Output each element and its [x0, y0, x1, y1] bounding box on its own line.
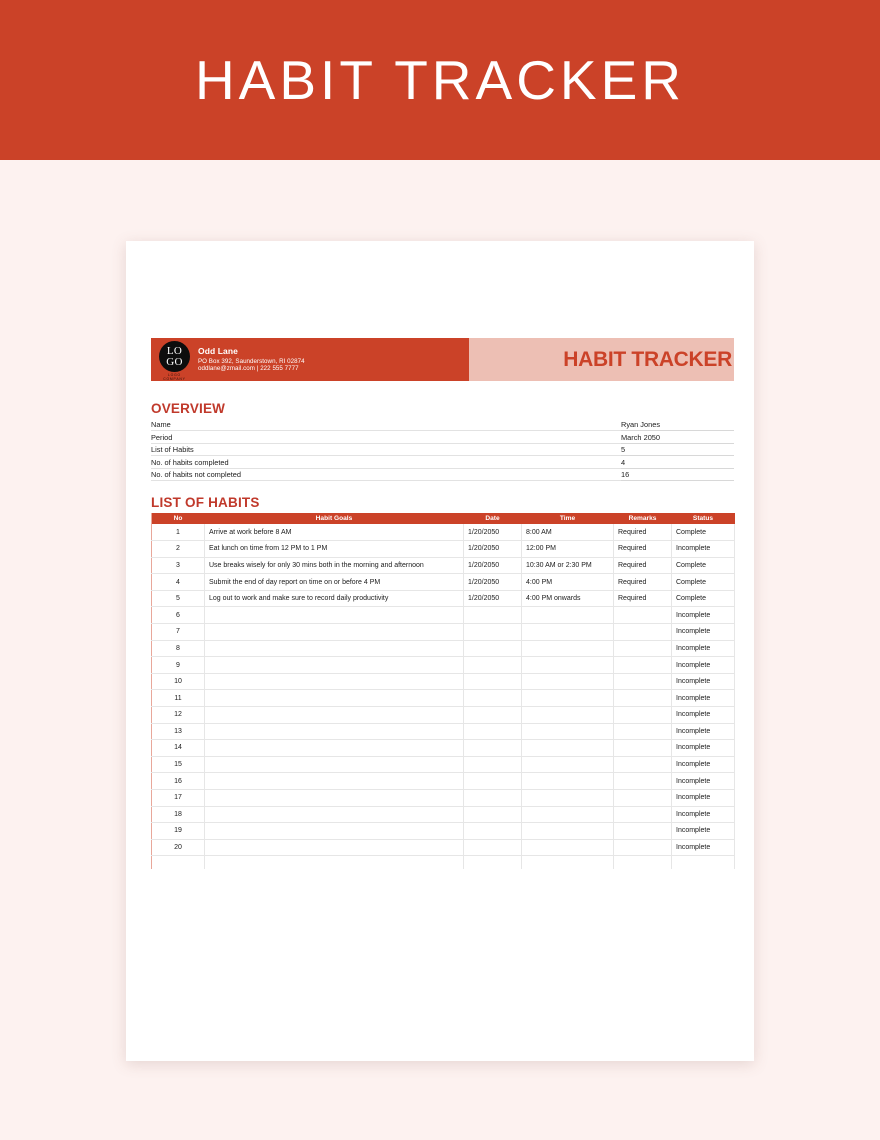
cell-remarks[interactable]	[614, 690, 672, 707]
cell-goal[interactable]: Submit the end of day report on time on or before 4 PM	[205, 574, 464, 591]
cell-date[interactable]	[464, 723, 522, 740]
cell-remarks[interactable]	[614, 856, 672, 869]
overview-tail	[676, 469, 734, 481]
cell-no[interactable]: 9	[152, 657, 205, 674]
table-row	[152, 624, 735, 641]
cell-goal[interactable]	[205, 740, 464, 757]
cell-date[interactable]	[464, 806, 522, 823]
cell-remarks[interactable]	[614, 756, 672, 773]
cell-no[interactable]: 14	[152, 740, 205, 757]
overview-label: List of Habits	[151, 445, 471, 456]
table-row	[152, 590, 735, 607]
cell-no[interactable]: 18	[152, 806, 205, 823]
document-title: HABIT TRACKER	[563, 347, 732, 371]
cell-status[interactable]: Complete	[672, 590, 735, 607]
cell-no[interactable]: 8	[152, 640, 205, 657]
overview-label: Name	[151, 420, 471, 431]
cell-goal[interactable]	[205, 624, 464, 641]
cell-date[interactable]	[464, 690, 522, 707]
cell-goal[interactable]	[205, 673, 464, 690]
cell-remarks[interactable]: Required	[614, 590, 672, 607]
cell-status[interactable]: Complete	[672, 524, 735, 541]
cell-time[interactable]	[522, 856, 614, 869]
cell-no[interactable]: 13	[152, 723, 205, 740]
company-logo	[158, 340, 191, 379]
cell-no[interactable]: 12	[152, 706, 205, 723]
cell-remarks[interactable]: Required	[614, 557, 672, 574]
cell-status[interactable]: Incomplete	[672, 823, 735, 840]
cell-status[interactable]: Incomplete	[672, 740, 735, 757]
cell-no[interactable]: 11	[152, 690, 205, 707]
cell-time[interactable]: 4:00 PM onwards	[522, 590, 614, 607]
cell-status[interactable]: Incomplete	[672, 789, 735, 806]
habits-table	[151, 513, 735, 869]
document-sheet	[126, 241, 754, 1061]
cell-time[interactable]: 12:00 PM	[522, 541, 614, 558]
cell-goal[interactable]	[205, 706, 464, 723]
cell-date[interactable]	[464, 740, 522, 757]
cell-time[interactable]	[522, 789, 614, 806]
logo-line-1: LO	[166, 345, 183, 358]
overview-heading: OVERVIEW	[151, 401, 226, 416]
cell-time[interactable]	[522, 706, 614, 723]
cell-remarks[interactable]	[614, 723, 672, 740]
overview-gap	[471, 431, 621, 443]
habits-section	[151, 495, 734, 869]
banner-title: HABIT TRACKER	[194, 49, 686, 111]
cell-date[interactable]: 1/20/2050	[464, 541, 522, 558]
cell-status[interactable]: Incomplete	[672, 806, 735, 823]
table-row	[152, 574, 735, 591]
overview-gap	[471, 469, 621, 481]
column-header-time: Time	[522, 513, 614, 524]
cell-time[interactable]	[522, 740, 614, 757]
letterhead-contact-block	[198, 346, 305, 374]
cell-remarks[interactable]	[614, 673, 672, 690]
cell-date[interactable]	[464, 624, 522, 641]
overview-value[interactable]: 16	[621, 470, 676, 481]
cell-goal[interactable]: Eat lunch on time from 12 PM to 1 PM	[205, 541, 464, 558]
letterhead-right-band	[469, 338, 734, 381]
cell-date[interactable]	[464, 789, 522, 806]
cell-status[interactable]: Incomplete	[672, 541, 735, 558]
table-row	[152, 673, 735, 690]
cell-no[interactable]: 4	[152, 574, 205, 591]
cell-date[interactable]: 1/20/2050	[464, 574, 522, 591]
cell-status[interactable]: Complete	[672, 574, 735, 591]
cell-date[interactable]	[464, 640, 522, 657]
cell-time[interactable]	[522, 657, 614, 674]
table-row	[152, 557, 735, 574]
cell-goal[interactable]	[205, 723, 464, 740]
cell-time[interactable]: 8:00 AM	[522, 524, 614, 541]
top-banner	[0, 0, 880, 160]
cell-time[interactable]	[522, 723, 614, 740]
logo-line-2: GO	[166, 355, 183, 368]
table-row	[152, 657, 735, 674]
cell-date[interactable]	[464, 673, 522, 690]
cell-goal[interactable]	[205, 690, 464, 707]
cell-no[interactable]: 19	[152, 823, 205, 840]
cell-date[interactable]	[464, 773, 522, 790]
overview-value[interactable]: 5	[621, 445, 676, 456]
cell-status[interactable]: Incomplete	[672, 607, 735, 624]
overview-gap	[471, 419, 621, 431]
cell-goal[interactable]	[205, 773, 464, 790]
cell-time[interactable]	[522, 673, 614, 690]
cell-goal[interactable]: Use breaks wisely for only 30 mins both in the morning and afternoon	[205, 557, 464, 574]
letterhead	[151, 338, 734, 381]
cell-time[interactable]	[522, 624, 614, 641]
cell-remarks[interactable]	[614, 607, 672, 624]
table-row	[152, 524, 735, 541]
cell-goal[interactable]	[205, 607, 464, 624]
table-row	[152, 723, 735, 740]
cell-status[interactable]: Incomplete	[672, 839, 735, 856]
overview-tail	[676, 431, 734, 443]
company-address: PO Box 392, Saunderstown, RI 02874	[198, 357, 305, 365]
cell-remarks[interactable]: Required	[614, 574, 672, 591]
cell-time[interactable]	[522, 773, 614, 790]
table-row	[152, 823, 735, 840]
column-header-remarks: Remarks	[614, 513, 672, 524]
overview-label: Period	[151, 433, 471, 444]
table-row	[152, 640, 735, 657]
habits-table-body	[152, 524, 735, 869]
cell-no[interactable]	[152, 856, 205, 869]
cell-status[interactable]: Incomplete	[672, 657, 735, 674]
cell-time[interactable]	[522, 756, 614, 773]
cell-no[interactable]: 6	[152, 607, 205, 624]
cell-no[interactable]: 10	[152, 673, 205, 690]
overview-value[interactable]: 4	[621, 458, 676, 469]
overview-tail	[676, 419, 734, 431]
cell-no[interactable]: 17	[152, 789, 205, 806]
spreadsheet-content	[151, 338, 734, 869]
cell-date[interactable]	[464, 823, 522, 840]
cell-date[interactable]	[464, 706, 522, 723]
cell-status[interactable]: Incomplete	[672, 640, 735, 657]
overview-gap	[471, 444, 621, 456]
cell-date[interactable]	[464, 657, 522, 674]
table-row-blank	[152, 856, 735, 869]
table-row	[152, 690, 735, 707]
cell-remarks[interactable]	[614, 839, 672, 856]
cell-time[interactable]	[522, 640, 614, 657]
cell-date[interactable]: 1/20/2050	[464, 557, 522, 574]
cell-no[interactable]: 7	[152, 624, 205, 641]
overview-label: No. of habits completed	[151, 458, 471, 469]
cell-status[interactable]: Incomplete	[672, 624, 735, 641]
habits-heading: LIST OF HABITS	[151, 494, 260, 510]
cell-goal[interactable]	[205, 839, 464, 856]
cell-date[interactable]	[464, 856, 522, 869]
cell-status[interactable]: Incomplete	[672, 706, 735, 723]
cell-goal[interactable]	[205, 823, 464, 840]
cell-status[interactable]: Incomplete	[672, 773, 735, 790]
table-row	[152, 773, 735, 790]
cell-goal[interactable]	[205, 806, 464, 823]
cell-status[interactable]: Incomplete	[672, 723, 735, 740]
cell-status[interactable]: Incomplete	[672, 690, 735, 707]
overview-gap	[471, 456, 621, 468]
cell-status[interactable]: Incomplete	[672, 756, 735, 773]
letterhead-left-band	[151, 338, 469, 381]
cell-status[interactable]: Complete	[672, 557, 735, 574]
cell-status[interactable]: Incomplete	[672, 673, 735, 690]
cell-no[interactable]: 5	[152, 590, 205, 607]
table-row	[152, 607, 735, 624]
cell-time[interactable]	[522, 806, 614, 823]
overview-label: No. of habits not completed	[151, 470, 471, 481]
cell-remarks[interactable]	[614, 773, 672, 790]
cell-time[interactable]	[522, 690, 614, 707]
cell-remarks[interactable]	[614, 740, 672, 757]
logo-subtitle: LOGO COMPANY	[163, 373, 186, 381]
cell-date[interactable]: 1/20/2050	[464, 590, 522, 607]
cell-goal[interactable]: Arrive at work before 8 AM	[205, 524, 464, 541]
cell-date[interactable]	[464, 607, 522, 624]
cell-remarks[interactable]	[614, 789, 672, 806]
cell-goal[interactable]	[205, 657, 464, 674]
cell-time[interactable]	[522, 607, 614, 624]
table-row	[152, 839, 735, 856]
column-header-date: Date	[464, 513, 522, 524]
overview-value[interactable]: March 2050	[621, 433, 676, 444]
cell-date[interactable]: 1/20/2050	[464, 524, 522, 541]
overview-row	[151, 456, 734, 468]
cell-remarks[interactable]	[614, 624, 672, 641]
cell-no[interactable]: 1	[152, 524, 205, 541]
table-row	[152, 740, 735, 757]
cell-no[interactable]: 20	[152, 839, 205, 856]
cell-remarks[interactable]: Required	[614, 541, 672, 558]
table-row	[152, 806, 735, 823]
overview-rows	[151, 419, 734, 481]
overview-tail	[676, 456, 734, 468]
company-name: Odd Lane	[198, 345, 238, 356]
column-header-habit-goals: Habit Goals	[205, 513, 464, 524]
column-header-no: No	[152, 513, 205, 524]
cell-date[interactable]	[464, 756, 522, 773]
cell-time[interactable]	[522, 823, 614, 840]
cell-status[interactable]	[672, 856, 735, 869]
overview-row	[151, 431, 734, 443]
cell-remarks[interactable]	[614, 640, 672, 657]
company-contact: oddlane@zmail.com | 222 555 7777	[198, 365, 299, 373]
cell-time[interactable]: 10:30 AM or 2:30 PM	[522, 557, 614, 574]
cell-remarks[interactable]: Required	[614, 524, 672, 541]
cell-goal[interactable]	[205, 856, 464, 869]
table-row	[152, 541, 735, 558]
overview-section	[151, 401, 734, 481]
cell-date[interactable]	[464, 839, 522, 856]
cell-no[interactable]: 2	[152, 541, 205, 558]
overview-row	[151, 444, 734, 456]
table-row	[152, 756, 735, 773]
cell-goal[interactable]	[205, 756, 464, 773]
overview-value[interactable]: Ryan Jones	[621, 420, 676, 431]
logo-circle-icon	[159, 341, 190, 372]
overview-tail	[676, 444, 734, 456]
overview-row	[151, 419, 734, 431]
cell-no[interactable]: 16	[152, 773, 205, 790]
cell-remarks[interactable]	[614, 806, 672, 823]
habits-table-header-row	[152, 513, 735, 524]
cell-time[interactable]: 4:00 PM	[522, 574, 614, 591]
table-row	[152, 789, 735, 806]
cell-goal[interactable]	[205, 640, 464, 657]
cell-remarks[interactable]	[614, 823, 672, 840]
cell-remarks[interactable]	[614, 657, 672, 674]
cell-goal[interactable]	[205, 789, 464, 806]
cell-remarks[interactable]	[614, 706, 672, 723]
table-row	[152, 706, 735, 723]
overview-row	[151, 469, 734, 481]
column-header-status: Status	[672, 513, 735, 524]
cell-time[interactable]	[522, 839, 614, 856]
cell-goal[interactable]: Log out to work and make sure to record daily productivity	[205, 590, 464, 607]
cell-no[interactable]: 3	[152, 557, 205, 574]
cell-no[interactable]: 15	[152, 756, 205, 773]
